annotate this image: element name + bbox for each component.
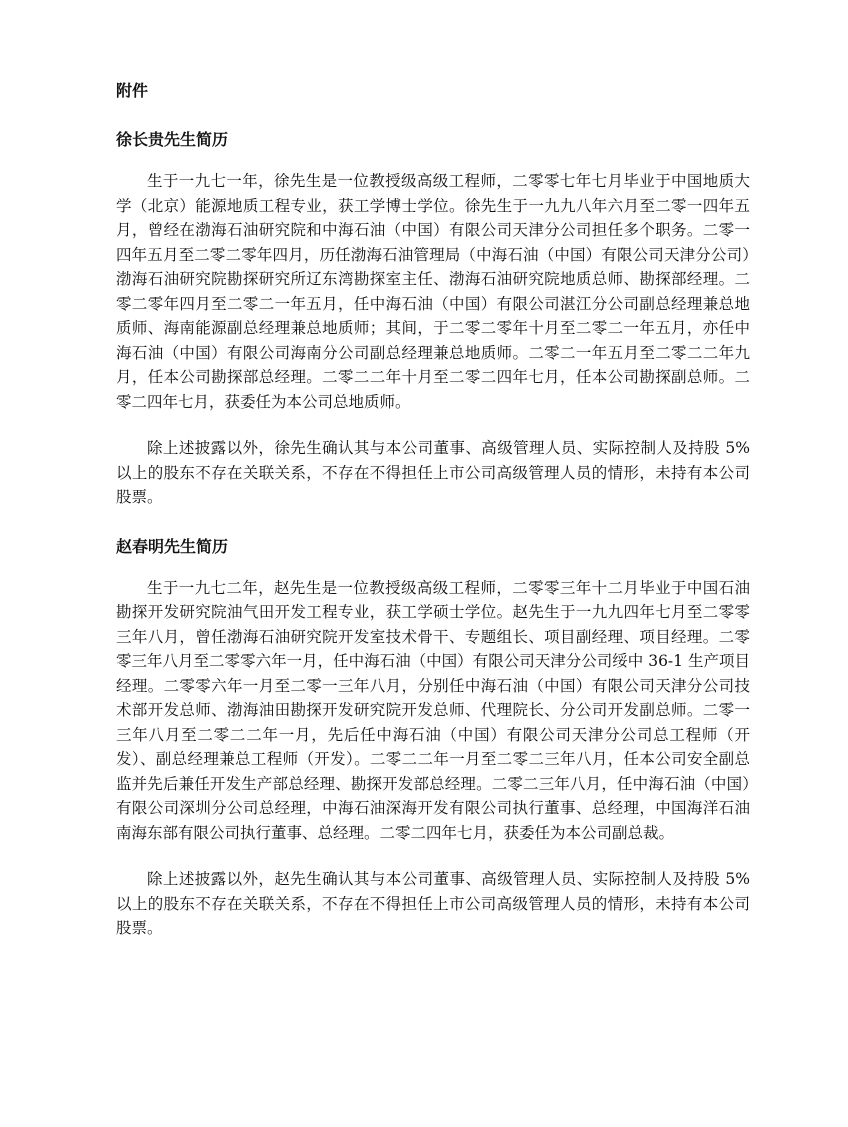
bio-section-xu [116, 127, 750, 510]
disclosure-paragraph: 除上述披露以外，赵先生确认其与本公司董事、高级管理人员、实际控制人及持股 5%以上的股东不存在关联关系，不存在不得担任上市公司高级管理人员的情形，未持有本公司股票。 [116, 870, 750, 937]
attachment-heading: 附件 [116, 81, 149, 100]
disclosure-paragraph: 除上述披露以外，徐先生确认其与本公司董事、高级管理人员、实际控制人及持股 5%以上的股东不存在关联关系，不存在不得担任上市公司高级管理人员的情形，未持有本公司股票。 [116, 439, 750, 506]
bio-paragraph: 生于一九七二年，赵先生是一位教授级高级工程师，二零零三年十二月毕业于中国石油勘探开发研究院油气田开发工程专业，获工学硕士学位。赵先生于一九九四年七月至二零零三年八月，曾任渤海石油研究院开发室技术骨干、专题组长、项目副经理、项目经理。二零零三年八月至二零零六年一月，任中海石油（中国）有限公司天津分公司绥中 36-1 生产项目经理。二零零六年一月至二零一三年八月，分别任中海石油（中国）有限公司天津分公司技术部开发总师、渤海油田勘探开发研究院开发总师、代理院长、分公司开发副总师。二零一三年八月至二零二二年一月，先后任中海石油（中国）有限公司天津分公司总工程师（开发）、副总经理兼总工程师（开发）。二零二二年一月至二零二三年八月，任本公司安全副总监并先后兼任开发生产部总经理、勘探开发部总经理。二零二三年八月，任中海石油（中国）有限公司深圳分公司总经理，中海石油深海开发有限公司执行董事、总经理，中国海洋石油南海东部有限公司执行董事、总经理。二零二四年七月，获委任为本公司副总裁。 [116, 578, 750, 842]
document-page [116, 78, 750, 963]
bio-title: 徐长贵先生简历 [116, 130, 229, 149]
bio-title: 赵春明先生简历 [116, 536, 229, 556]
bio-section-zhao [116, 534, 750, 941]
bio-paragraph: 生于一九七一年，徐先生是一位教授级高级工程师，二零零七年七月毕业于中国地质大学（北京）能源地质工程专业，获工学博士学位。徐先生于一九九八年六月至二零一四年五月，曾经在渤海石油研究院和中海石油（中国）有限公司天津分公司担任多个职务。二零一四年五月至二零二零年四月，历任渤海石油管理局（中海石油（中国）有限公司天津分公司）渤海石油研究院勘探研究所辽东湾勘探室主任、渤海石油研究院地质总师、勘探部经理。二零二零年四月至二零二一年五月，任中海石油（中国）有限公司湛江分公司副总经理兼总地质师、海南能源副总经理兼总地质师；其间，于二零二零年十月至二零二一年五月，亦任中海石油（中国）有限公司海南分公司副总经理兼总地质师。二零二一年五月至二零二二年九月，任本公司勘探部总经理。二零二二年十月至二零二四年七月，任本公司勘探副总师。二零二四年七月，获委任为本公司总地质师。 [116, 172, 750, 411]
